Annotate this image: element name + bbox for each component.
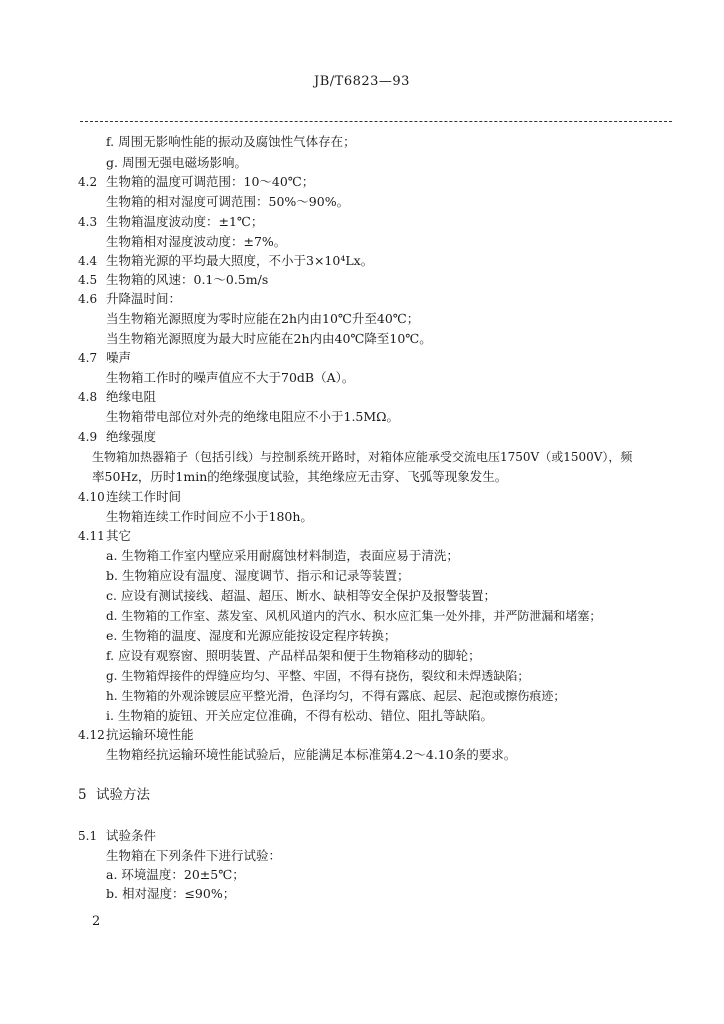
- clause-4-11-item-i: i. 生物箱的旋钮、开关应定位准确，不得有松动、错位、阻扎等缺陷。: [106, 708, 493, 723]
- clause-4-2-line-1: 生物箱的温度可调范围：10～40℃；: [106, 174, 315, 189]
- clause-4-3-line-2: 生物箱相对湿度波动度：±7%。: [106, 234, 287, 249]
- clause-4-11-item-b: b. 生物箱应设有温度、湿度调节、指示和记录等装置；: [106, 568, 410, 583]
- clause-4-2-line-2: 生物箱的相对湿度可调范围：50%～90%。: [106, 194, 350, 209]
- clause-number-4-8: 4.8: [78, 390, 98, 404]
- clause-4-4-text: 生物箱光源的平均最大照度，不小于3×10⁴Lx。: [106, 253, 374, 268]
- page-number: 2: [92, 914, 101, 929]
- clause-4-11-title: 其它: [106, 528, 132, 543]
- clause-4-5-text: 生物箱的风速：0.1～0.5m/s: [106, 272, 269, 287]
- item-f: f. 周围无影响性能的振动及腐蚀性气体存在；: [106, 134, 356, 149]
- clause-4-11-item-h: h. 生物箱的外观涂镀层应平整光滑，色泽均匀，不得有露底、起层、起泡或擦伤痕迹；: [106, 689, 566, 703]
- clause-4-11-item-a: a. 生物箱工作室内壁应采用耐腐蚀材料制造，表面应易于清洗；: [106, 548, 459, 563]
- clause-4-11-item-g: g. 生物箱焊接件的焊缝应均匀、平整、牢固，不得有挠伤，裂纹和未焊透缺陷；: [106, 669, 530, 683]
- item-g: g. 周围无强电磁场影响。: [106, 155, 247, 170]
- clause-4-12-text: 生物箱经抗运输环境性能试验后，应能满足本标准第4.2～4.10条的要求。: [106, 747, 517, 762]
- clause-number-5-1: 5.1: [78, 829, 98, 843]
- clause-4-10-text: 生物箱连续工作时间应不小于180h。: [106, 509, 313, 524]
- clause-number-4-5: 4.5: [78, 273, 98, 287]
- clause-4-11-item-c: c. 应设有测试接线、超温、超压、断水、缺相等安全保护及报警装置；: [106, 588, 496, 603]
- clause-number-4-6: 4.6: [78, 292, 98, 306]
- clause-4-11-item-d: d. 生物箱的工作室、蒸发室、风机风道内的汽水、积水应汇集一处外排，并严防泄漏和堵塞；: [106, 609, 602, 623]
- clause-number-4-7: 4.7: [78, 351, 98, 365]
- clause-4-12-title: 抗运输环境性能: [106, 727, 194, 742]
- clause-number-4-11: 4.11: [78, 529, 105, 543]
- clause-4-6-line-1: 当生物箱光源照度为零时应能在2h内由10℃升至40℃；: [106, 311, 420, 326]
- clause-number-4-9: 4.9: [78, 430, 98, 444]
- clause-5-1-title: 试验条件: [106, 828, 157, 843]
- clause-number-4-3: 4.3: [78, 215, 98, 229]
- clause-4-3-line-1: 生物箱温度波动度：±1℃；: [106, 214, 264, 229]
- section-number-5: 5: [78, 787, 87, 803]
- header-divider: [80, 121, 672, 122]
- clause-4-8-text: 生物箱带电部位对外壳的绝缘电阻应不小于1.5MΩ。: [106, 409, 400, 424]
- clause-4-6-title: 升降温时间：: [106, 291, 182, 306]
- clause-4-7-text: 生物箱工作时的噪声值应不大于70dB（A）。: [106, 370, 355, 385]
- clause-4-7-title: 噪声: [106, 350, 132, 365]
- clause-number-4-10: 4.10: [78, 490, 105, 504]
- clause-4-8-title: 绝缘电阻: [106, 389, 157, 404]
- section-5-title: 试验方法: [96, 787, 150, 803]
- standard-number-header: JB/T6823—93: [314, 74, 410, 89]
- clause-4-9-line-1: 生物箱加热器箱子（包括引线）与控制系统开路时，对箱体应能承受交流电压1750V（或1500V），频: [92, 450, 633, 464]
- clause-number-4-2: 4.2: [78, 175, 98, 189]
- clause-4-9-title: 绝缘强度: [106, 429, 157, 444]
- clause-4-9-line-2: 率50Hz，历时1min的绝缘强度试验，其绝缘应无击穿、飞弧等现象发生。: [92, 469, 508, 484]
- clause-5-1-item-b: b. 相对湿度：≤90%；: [106, 886, 236, 901]
- clause-5-1-item-a: a. 环境温度：20±5℃；: [106, 867, 245, 882]
- clause-4-10-title: 连续工作时间: [106, 489, 182, 504]
- clause-4-6-line-2: 当生物箱光源照度为最大时应能在2h内由40℃降至10℃。: [106, 331, 432, 346]
- clause-5-1-intro: 生物箱在下列条件下进行试验：: [106, 848, 282, 863]
- clause-4-11-item-f: f. 应设有观察窗、照明装置、产品样品架和便于生物箱移动的脚轮；: [106, 648, 481, 663]
- clause-number-4-4: 4.4: [78, 254, 98, 268]
- clause-4-11-item-e: e. 生物箱的温度、湿度和光源应能按设定程序转换；: [106, 628, 397, 643]
- clause-number-4-12: 4.12: [78, 728, 105, 742]
